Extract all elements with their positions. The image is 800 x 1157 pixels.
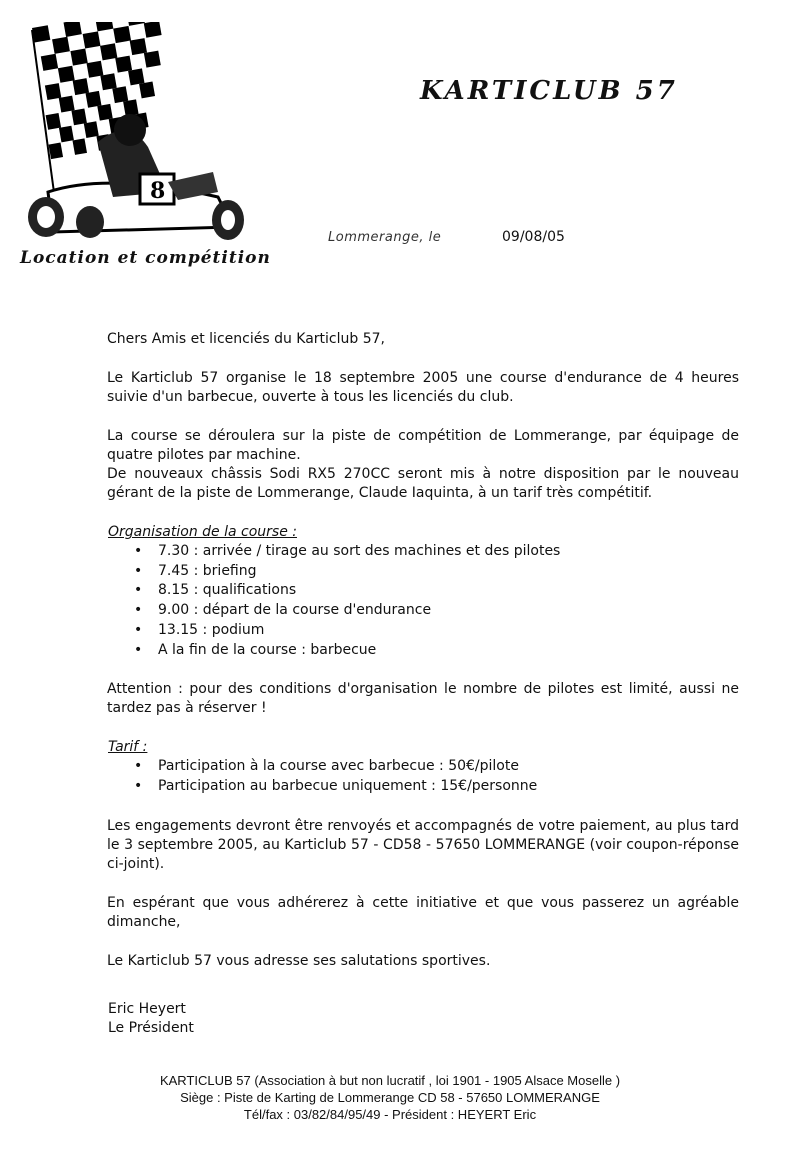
- list-item: • 8.15 : qualifications: [158, 581, 739, 601]
- greeting: Chers Amis et licenciés du Karticlub 57,: [107, 331, 385, 347]
- signatory-role: Le Président: [108, 1020, 194, 1036]
- attention-paragraph: Attention : pour des conditions d'organisation le nombre de pilotes est limité, aussi ne tardez pas à réserver !: [107, 681, 739, 717]
- engagements-paragraph: Les engagements devront être renvoyés et accompagnés de votre paiement, au plus tard le 3 septembre 2005, au Karticlub 57 - CD58 - 57650 LOMMERANGE (voir coupon-réponse ci-joint).: [107, 817, 739, 872]
- list-item: • 13.15 : podium: [158, 621, 739, 641]
- list-item: • Participation à la course avec barbecue : 50€/pilote: [158, 757, 739, 777]
- club-title: KARTICLUB 57: [420, 76, 678, 106]
- tarif-list: [107, 757, 739, 796]
- footer-line-address: Siège : Piste de Karting de Lommerange CD 58 - 57650 LOMMERANGE: [180, 1090, 600, 1105]
- chassis-paragraph: De nouveaux châssis Sodi RX5 270CC seront mis à notre disposition par le nouveau gérant de la piste de Lommerange, Claude Iaquinta, à un tarif très compétitif.: [107, 466, 739, 501]
- club-tagline: Location et compétition: [20, 248, 271, 268]
- course-paragraph: La course se déroulera sur la piste de compétition de Lommerange, par équipage de quatre pilotes par machine.: [107, 428, 739, 463]
- letter-body: [107, 330, 739, 971]
- list-item: • A la fin de la course : barbecue: [158, 641, 739, 661]
- list-item: • 9.00 : départ de la course d'endurance: [158, 601, 739, 621]
- letter-date: 09/08/05: [502, 229, 565, 245]
- signatory-name: Eric Heyert: [108, 1001, 186, 1017]
- karticlub-logo: [18, 22, 258, 247]
- intro-paragraph: Le Karticlub 57 organise le 18 septembre 2005 une course d'endurance de 4 heures suivie d'un barbecue, ouverte à tous les licenciés du club.: [107, 370, 739, 405]
- letter-footer: [0, 1072, 780, 1123]
- svg-text:8: 8: [150, 178, 166, 204]
- hope-paragraph: En espérant que vous adhérerez à cette initiative et que vous passerez un agréable dimanche,: [107, 894, 739, 930]
- organisation-list: [107, 542, 739, 660]
- list-item: • 7.45 : briefing: [158, 562, 739, 582]
- letter-place: Lommerange, le: [328, 230, 442, 245]
- footer-line-association: KARTICLUB 57 (Association à but non lucratif , loi 1901 - 1905 Alsace Moselle ): [159, 1073, 621, 1088]
- signature-block: [108, 1000, 194, 1038]
- list-item: • 7.30 : arrivée / tirage au sort des machines et des pilotes: [158, 542, 739, 562]
- organisation-title: Organisation de la course :: [108, 524, 297, 540]
- footer-line-contact: Tél/fax : 03/82/84/95/49 - Président : HEYERT Eric: [243, 1107, 537, 1122]
- salutations-paragraph: Le Karticlub 57 vous adresse ses salutations sportives.: [107, 952, 491, 969]
- list-item: • Participation au barbecue uniquement : 15€/personne: [158, 777, 739, 797]
- tarif-title: Tarif :: [108, 739, 148, 756]
